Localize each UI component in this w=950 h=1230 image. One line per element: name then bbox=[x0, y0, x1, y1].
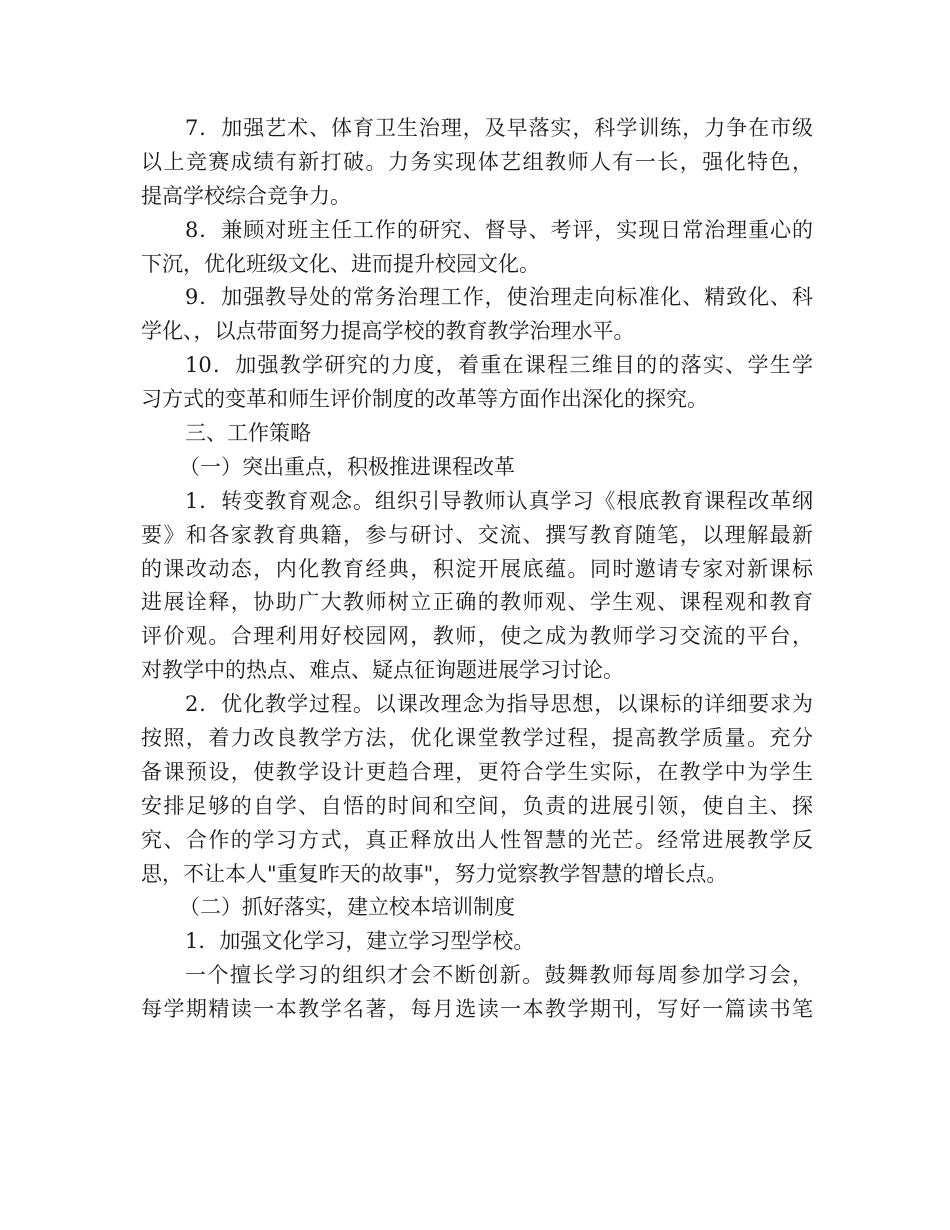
text-line: 一个擅长学习的组织才会不断创新。鼓舞教师每周参加学习会， bbox=[185, 963, 813, 988]
text-line: 10．加强教学研究的力度，着重在课程三维目的的落实、学生学 bbox=[185, 353, 813, 378]
section-heading: 三、工作策略 bbox=[185, 421, 311, 446]
subsection-heading: （一）突出重点，积极推进课程改革 bbox=[179, 454, 515, 479]
document-page bbox=[141, 112, 813, 1027]
text-line: 备课预设，使教学设计更趋合理，更符合学生实际，在教学中为学生 bbox=[141, 759, 813, 784]
text-line: 按照，着力改良教学方法，优化课堂教学过程，提高教学质量。充分 bbox=[141, 726, 813, 751]
text-line: 每学期精读一本教学名著，每月选读一本教学期刊，写好一篇读书笔 bbox=[141, 997, 813, 1022]
text-line: 2．优化教学过程。以课改理念为指导思想，以课标的详细要求为 bbox=[185, 692, 813, 717]
text-line: 1．加强文化学习，建立学习型学校。 bbox=[185, 929, 535, 954]
subsection-heading: （二）抓好落实，建立校本培训制度 bbox=[179, 895, 515, 920]
text-line: 究、合作的学习方式，真正释放出人性智慧的光芒。经常进展教学反 bbox=[141, 827, 813, 852]
text-line: 要》和各家教育典籍，参与研讨、交流、撰写教育随笔，以理解最新 bbox=[141, 522, 813, 547]
text-line: 下沉，优化班级文化、进而提升校园文化。 bbox=[141, 251, 540, 276]
text-line: 对教学中的热点、难点、疑点征询题进展学习讨论。 bbox=[141, 658, 624, 683]
text-line: 以上竞赛成绩有新打破。力务实现体艺组教师人有一长，强化特色， bbox=[141, 149, 813, 174]
text-line: 思，不让本人"重复昨天的故事"，努力觉察教学智慧的增长点。 bbox=[141, 861, 728, 886]
text-line: 提高学校综合竞争力。 bbox=[141, 183, 351, 208]
text-line: 1．转变教育观念。组织引导教师认真学习《根底教育课程改革纲 bbox=[185, 488, 813, 513]
text-line: 评价观。合理利用好校园网，教师，使之成为教师学习交流的平台， bbox=[141, 624, 813, 649]
text-line: 习方式的变革和师生评价制度的改革等方面作出深化的探究。 bbox=[141, 387, 708, 412]
text-line: 的课改动态，内化教育经典，积淀开展底蕴。同时邀请专家对新课标 bbox=[141, 556, 813, 581]
text-line: 进展诠释，协助广大教师树立正确的教师观、学生观、课程观和教育 bbox=[141, 590, 813, 615]
text-line: 7．加强艺术、体育卫生治理，及早落实，科学训练，力争在市级 bbox=[185, 116, 813, 140]
text-line: 学化、，以点带面努力提高学校的教育教学治理水平。 bbox=[141, 319, 635, 344]
text-line: 9．加强教导处的常务治理工作，使治理走向标准化、精致化、科 bbox=[185, 285, 813, 310]
text-line: 安排足够的自学、自悟的时间和空间，负责的进展引领，使自主、探 bbox=[141, 793, 813, 818]
text-line: 8．兼顾对班主任工作的研究、督导、考评，实现日常治理重心的 bbox=[185, 217, 813, 242]
